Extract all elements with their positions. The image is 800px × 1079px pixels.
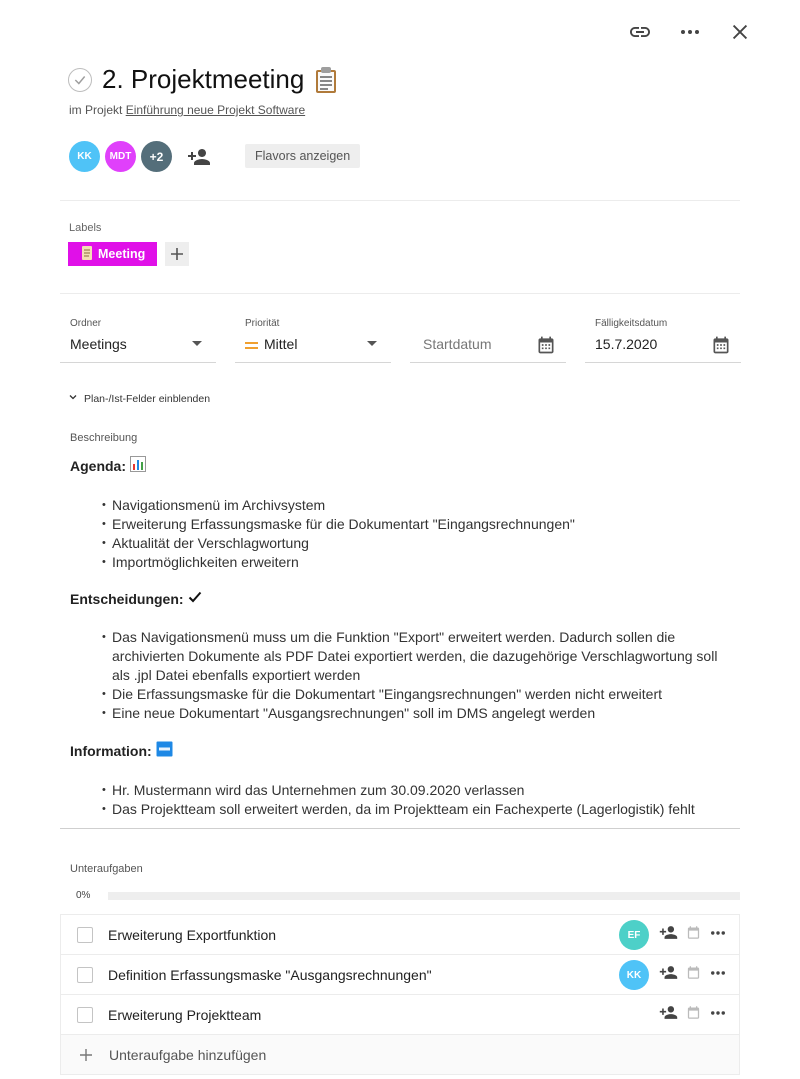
clipboard-icon xyxy=(314,66,338,94)
description-body[interactable] xyxy=(70,456,730,837)
list-item: • Eine neue Dokumentart "Ausgangsrechnungen" soll im DMS angelegt werden xyxy=(102,704,730,723)
folder-value: Meetings xyxy=(70,336,127,352)
subtask-checkbox[interactable] xyxy=(77,927,93,943)
project-link[interactable]: Einführung neue Projekt Software xyxy=(125,103,306,117)
label-text: Meeting xyxy=(98,247,146,261)
labels-row xyxy=(68,242,189,266)
folder-select[interactable] xyxy=(60,318,216,363)
subtask-title[interactable]: Erweiterung Projektteam xyxy=(108,1006,262,1023)
more-horizontal-icon[interactable] xyxy=(676,18,704,46)
scroll-icon xyxy=(80,245,94,264)
more-horizontal-icon[interactable] xyxy=(709,964,727,987)
new-badge-icon xyxy=(156,741,173,762)
flavors-button[interactable]: Flavors anzeigen xyxy=(245,144,360,168)
subtask-checkbox[interactable] xyxy=(77,1007,93,1023)
dropdown-arrow-icon xyxy=(367,341,377,346)
complete-task-checkbox[interactable] xyxy=(68,68,92,92)
labels-caption: Labels xyxy=(69,222,102,234)
members-row xyxy=(69,141,213,172)
task-title-row xyxy=(68,64,338,95)
subtask-actions xyxy=(619,915,727,955)
decisions-list xyxy=(102,628,730,723)
plan-fields-toggle[interactable] xyxy=(68,392,210,405)
assignee-avatar[interactable]: EF xyxy=(619,920,649,950)
add-subtask-row[interactable] xyxy=(61,1035,739,1075)
divider xyxy=(60,200,740,201)
list-item: • Navigationsmenü im Archivsystem xyxy=(102,496,730,515)
description-underline xyxy=(60,828,740,829)
avatar[interactable]: MDT xyxy=(105,141,136,172)
start-date-placeholder: Startdatum xyxy=(423,336,492,352)
plus-icon xyxy=(79,1048,93,1062)
add-person-icon[interactable] xyxy=(185,143,213,171)
avatar[interactable]: KK xyxy=(69,141,100,172)
folder-caption: Ordner xyxy=(70,318,102,329)
assign-person-icon[interactable] xyxy=(659,963,678,987)
agenda-heading xyxy=(70,456,730,477)
divider xyxy=(60,293,740,294)
calendar-icon[interactable] xyxy=(686,965,701,985)
agenda-heading-text: Agenda: xyxy=(70,458,126,474)
assign-person-icon[interactable] xyxy=(659,923,678,947)
chevron-down-icon xyxy=(68,392,78,405)
priority-value: Mittel xyxy=(264,336,298,352)
due-date-caption: Fälligkeitsdatum xyxy=(595,318,668,329)
add-label-button[interactable] xyxy=(165,242,189,266)
subtask-actions xyxy=(659,995,727,1035)
add-subtask-label: Unteraufgabe hinzufügen xyxy=(109,1046,267,1063)
subtask-list xyxy=(60,914,740,1075)
subtask-checkbox[interactable] xyxy=(77,967,93,983)
subtask-row[interactable] xyxy=(61,995,739,1035)
list-item: • Das Navigationsmenü muss um die Funktion "Export" erweitert werden. Dadurch sollen die archivierten Dokumente als PDF Datei exportiert werden, die dazugehörige Verschlagwortung soll als .jpl Datei ebenfalls exportiert werden xyxy=(102,628,730,685)
description-caption: Beschreibung xyxy=(70,432,138,444)
top-toolbar xyxy=(626,18,754,46)
progress-label: 0% xyxy=(76,890,91,901)
decisions-heading xyxy=(70,590,730,609)
more-members-avatar[interactable]: +2 xyxy=(141,141,172,172)
calendar-icon[interactable] xyxy=(686,1005,701,1025)
due-date-value: 15.7.2020 xyxy=(595,336,658,352)
decisions-heading-text: Entscheidungen: xyxy=(70,591,184,607)
subtask-row[interactable] xyxy=(61,955,739,995)
close-icon[interactable] xyxy=(726,18,754,46)
project-breadcrumb xyxy=(69,103,305,117)
priority-medium-icon xyxy=(245,339,258,352)
more-horizontal-icon[interactable] xyxy=(709,1004,727,1027)
more-horizontal-icon[interactable] xyxy=(709,924,727,947)
label-chip-meeting[interactable] xyxy=(68,242,157,266)
link-icon[interactable] xyxy=(626,18,654,46)
list-item: • Die Erfassungsmaske für die Dokumentart "Eingangsrechnungen" werden nicht erweitert xyxy=(102,685,730,704)
subtasks-caption: Unteraufgaben xyxy=(70,863,143,875)
priority-select[interactable] xyxy=(235,318,391,363)
list-item: • Importmöglichkeiten erweitern xyxy=(102,553,730,572)
subtask-title[interactable]: Definition Erfassungsmaske "Ausgangsrechnungen" xyxy=(108,966,432,983)
assign-person-icon[interactable] xyxy=(659,1003,678,1027)
due-date-field[interactable] xyxy=(585,318,741,363)
dropdown-arrow-icon xyxy=(192,341,202,346)
start-date-field[interactable] xyxy=(410,318,566,363)
assignee-avatar[interactable]: KK xyxy=(619,960,649,990)
list-item: • Erweiterung Erfassungsmaske für die Dokumentart "Eingangsrechnungen" xyxy=(102,515,730,534)
subtask-title[interactable]: Erweiterung Exportfunktion xyxy=(108,926,277,943)
information-heading-text: Information: xyxy=(70,743,152,759)
project-prefix: im Projekt xyxy=(69,103,123,117)
list-item: • Aktualität der Verschlagwortung xyxy=(102,534,730,553)
priority-caption: Priorität xyxy=(245,318,280,329)
information-heading xyxy=(70,741,730,762)
progress-bar xyxy=(108,892,740,900)
calendar-icon[interactable] xyxy=(711,335,731,360)
information-list xyxy=(102,781,730,819)
plan-fields-label: Plan-/Ist-Felder einblenden xyxy=(84,392,211,405)
checkmark-icon xyxy=(188,590,202,609)
subtask-actions xyxy=(619,955,727,995)
subtask-row[interactable] xyxy=(61,915,739,955)
bar-chart-icon xyxy=(130,456,146,477)
priority-value-wrap xyxy=(245,336,297,352)
calendar-icon[interactable] xyxy=(686,925,701,945)
agenda-list xyxy=(102,496,730,572)
list-item: • Hr. Mustermann wird das Unternehmen zum 30.09.2020 verlassen xyxy=(102,781,730,800)
list-item: • Das Projektteam soll erweitert werden, da im Projektteam ein Fachexperte (Lagerlogistik) fehlt xyxy=(102,800,730,819)
calendar-icon[interactable] xyxy=(536,335,556,360)
task-title[interactable]: 2. Projektmeeting xyxy=(102,64,305,94)
